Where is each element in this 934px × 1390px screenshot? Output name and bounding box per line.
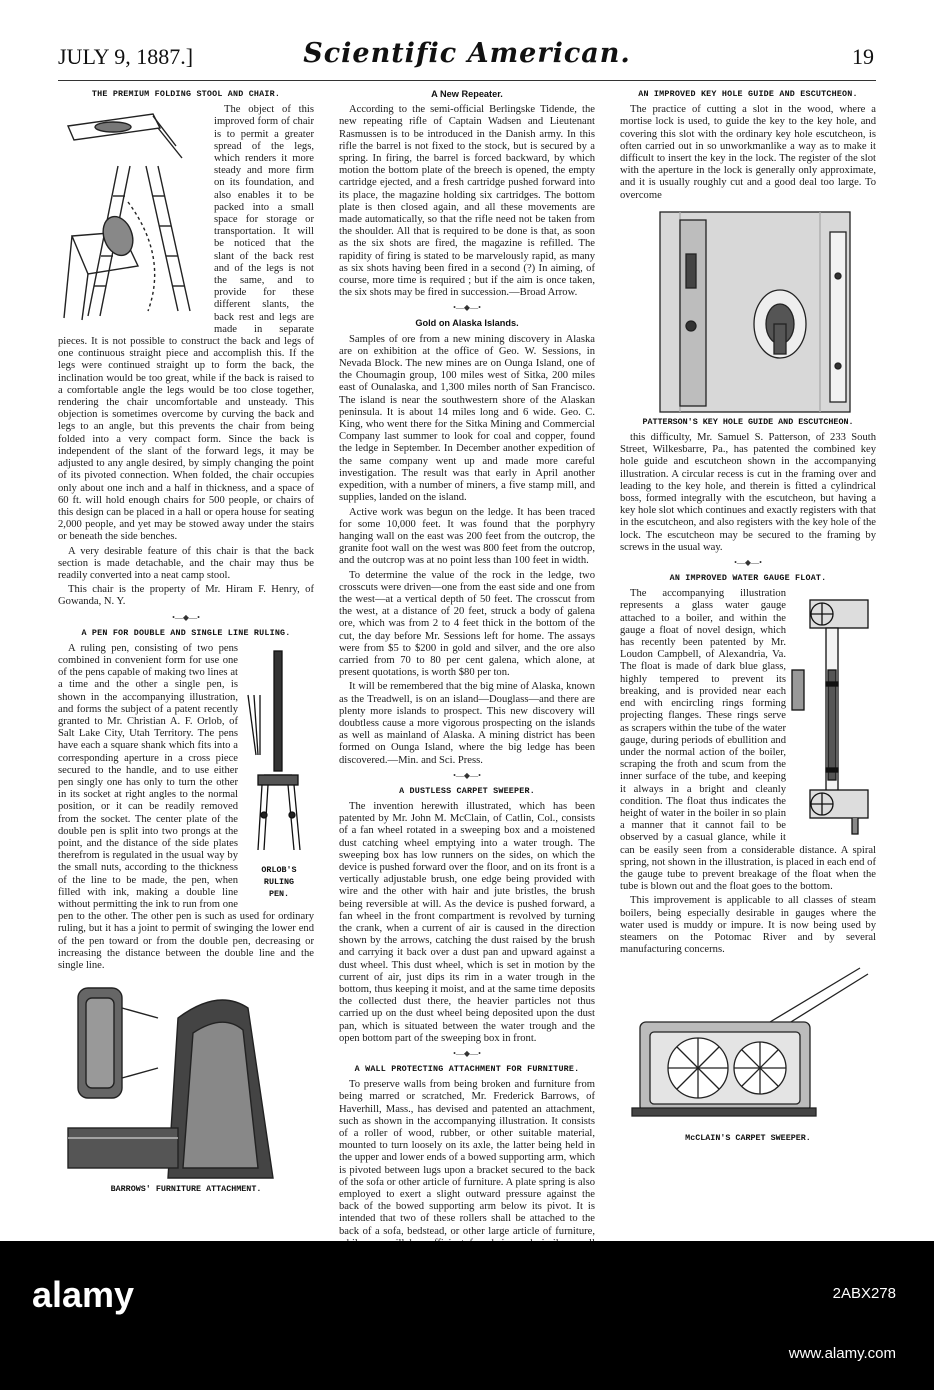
stool-title: THE PREMIUM FOLDING STOOL AND CHAIR. [91,89,281,99]
wall-paragraph-1: To preserve walls from being broken and furniture from being marred or scratched, Mr. Frederick Barrows, of Haverhill, Mass., has devised and patented an attachment, such as shown in the accompanying illustration. It consists of a roller of wood, rubber, or other suitable material, mounted to turn loosely on its axle, the latter being held in the upper and lower ends of a bowed supporting arm, which is pivoted between lugs upon a bracket secured to the back of the sofa or other article of furniture. A plate spring is also employed to exert a slight outward pressure against the back of the bowed supporting arm below its pivot. It is intended that two of these rollers shall be attached to the back of a sofa, bedstead, or other large article of furniture, [339,1079,595,1237]
page-number: 19 [852,44,874,69]
gold-paragraph-2: Active work was begun on the ledge. It has been traced for some 10,000 feet. It was found that the porphyry hanging wall on the east was 200 feet from the outcrop, the granite foot wall on the west was 800 feet from the outcrop, and the outcrop was at no point less than 100 feet in width. [339,506,595,567]
issue-date: JULY 9, 1887.] [58,44,194,69]
header-rule [58,80,876,81]
separator: •—◆—• [453,1049,481,1059]
key-paragraph-2: this difficulty, Mr. Samuel S. Patterson, of 233 South Street, Wilkesbarre, Pa., has patented the combined key hole guide and escutcheon shown in the accompanying illustration. A circular recess is cut in the framing over and leading to the key hole, and therein is fitted a cylindrical boss, formed integrally with the escutcheon, but having a key hole slot which continues and exactly registers with that in the escutcheon, and also registers with the key hole of the lock. The escutcheon may be secured to the framing by screws in the usual way. [620,432,876,553]
pen-paragraph-1: A ruling pen, consisting of two pens combined in convenient form for use one of the pens capable of making two lines at a time and the other a single pen, is shown in the accompanying illustration, and forms the subject of a patent recently granted to Mr. Christian A. F. Orlob, of Salt Lake City, Utah Territory. The pens have each a square shank which fits into a corresponding aperture in a cross piece secured to the handle, and to use either pen singly one has only to turn the other in its socket at right angles to the normal position, or it can be readily removed from the socket. The center plate of the double pen is split into two prongs at the point, and the distance of the side plates therefrom is regulated in the usual way by the small nuts, according to the thickness of the line to be made, the pen, when filled with ink, making a double line without permitting the ink to run from one pen to the other. The other pen is such as used for ordinary ruling, but it has a joint to permit of swinging the lower end of the pen toward or from the double pen, decreasing or increasing the distance between the double line and the single line. [58,642,314,972]
float-paragraph-1: The accompanying illustration represents a glass water gauge attached to a boiler, and within the gauge a float of novel design, which has recently been patented by Mr. Loudon Campbell, of Alexandria, Va. The float is made of dark blue glass, highly tempered to prevent its breaking, and is provided near each end with encircling rings forming projecting flanges. These rings serve as scrapers within the tube of the water gauge, during periods of ebullition and under the normal action of the boiler, scraping the froth and scum from the inner surface of the tube, and keeping it always in a bright and cleanly condition. The float thus indicates the height of water in the boiler in so plain a manner that it cannot fail to be observed by a casual glance, while it can be easily seen from a considerable distance. A spiral spring, not shown in the illustration, is placed in each end of the gauge tube to prevent breakage of the float when the tube is blown out and the float goes to the bottom. [620,588,876,893]
pen-caption-line-1: ORLOB'S RULING [261,864,297,888]
key-caption: PATTERSON'S KEY HOLE GUIDE AND ESCUTCHEON. [642,416,854,427]
gold-paragraph-4: It will be remembered that the big mine of Alaska, known as the Treadwell, is on an island—Douglass—and there are plenty more islands to prospect. This new discovery will doubtless cause a more vigorous prospecting on the islands as well as mainland of Alaska. A mining district has been formed on Ounga Island, where the big ledge has been discovered.—Min. and Sci. Press. [339,681,595,766]
repeater-title: A New Repeater. [431,89,503,99]
float-title: AN IMPROVED WATER GAUGE FLOAT. [669,573,827,584]
barrows-attachment-illustration [58,978,314,1183]
ruling-pen-figure [244,645,314,901]
sweeper-title: A DUSTLESS CARPET SWEEPER. [399,785,535,796]
separator: •—◆—• [453,770,481,780]
column-3 [620,86,876,1145]
water-gauge-float-illustration [792,590,876,840]
repeater-paragraph-1: According to the semi-official Berlingske Tidende, the new repeating rifle of Captain Wadsen and Lieutenant Rasmussen is to be introduced in the Danish army. In this rifle the barrel is not fixed to the stock, but is secured by a spring. In firing, the barrel is forced backward, by which motion the bottom plate of the breech is opened, the empty cartridge ejected, and a fresh cartridge pushed forward into its place, the magazine holding six cartridges. The bottom plate is then closed again, and all these movements are made automatically, so that the rifle need not be taken from the shoulder. All that is required to be done is that, as soon as the six shots are fired, the magazine is refilled. The rapidity of firing is stated to be marvelously rapid, as many as six shots having been fired in a second (?) In aiming, of course, more time is required ; but if the aim is once taken, the six shots may be fired in succession.—Broad Arrow. [339,104,595,299]
column-1 [58,86,314,1195]
sweeper-paragraph-1: The invention herewith illustrated, which has been patented by Mr. John M. McClain, of Catlin, Col., consists of a fan wheel rotated in a sweeping box and a moistened dust catching wheel emptying into a water trough. The sweeping box has low runners on the sides, on which the device is pushed forward over the floor, and on its front is a vertically adjustable brush, one edge being provided with wire and the other with hair and jute bristles, the brush being reversible at will. As the device is pushed forward, a fan wheel in the front compartment is revolved by turning the crank, when a current of air is caused in the direction shown by the arrows, catching the dust raised by the brush and carrying it back over a dust pan and upward against a dust wheel. This dust wheel, which is set in motion by the current of air, just dips its rim in a water trough in the bottom, thus keeping it moist, and at the same time deposits the collected dust there, the heavier particles not thus carried up on the dust wheel being deposited upon the dust pan, which is situated between the water trough and the open bottom part of the sweeping box in front. [339,800,595,1044]
pen-caption-line-2: PEN. [268,889,290,900]
float-paragraph-2: This improvement is applicable to all classes of steam boilers, being especially desirable in gauges where the water used is muddy or impure. It is now being used by steamers on the Potomac River and by several manufacturing concerns. [620,895,876,956]
stool-paragraph-1: The object of this improved form of chair is to permit a greater spread of the legs, which renders it more steady and more firm on its foundation, and also enables it to be packed into a small space for storage or transportation. It will be noticed that the slant of the back rest and of the legs is not the same, and to provide for these different slants, the back rest and legs are made in separate pieces. It is not possible to construct the back and legs of one continuous straight piece and accomplish this. If the legs were continued straight up to form the back, the inclination would be too great, while if the back is raised to a comfortable angle the legs would be too close together, rendering the chair uncomfortable and unsteady. This objection is sometimes overcome by curving the back and legs to an angle, but this prevents the chair from being folded into a very compact form. Since the back is independent of the slant of the forward legs, it may be adjusted to any angle desired, by simply changing the point of its pivoted connection. When folded, the chair occupies only about one inch and a half in thickness, and a space of 60 ft. will hold enough chairs for 500 people, or chairs of this design can be placed in a hall or opera house for seating 2,000 people, and yet may be stowed away under the stairs or beneath the side benches. [58,104,314,543]
column-2 [339,86,595,1264]
separator: •—◆—• [734,558,762,568]
site-url: www.alamy.com [788,1345,896,1362]
folding-chair-illustration [58,106,208,326]
gold-title: Gold on Alaska Islands. [415,318,519,329]
image-code: 2ABX278 [832,1285,896,1302]
barrows-caption: BARROWS' FURNITURE ATTACHMENT. [110,1184,262,1195]
wall-title: A WALL PROTECTING ATTACHMENT FOR FURNITURE. [354,1064,580,1075]
alamy-logo-text: alamy [32,1274,135,1315]
key-paragraph-1: The practice of cutting a slot in the wood, where a mortise lock is used, to guide the key to the key hole, and covering this slot with the ordinary key hole escutcheon, is often carried out in so unworkmanlike a way as to make it difficult to insert the key in the lock. The register of the slot with the aperture in the lock is generally only approximate, and it is usually roughly cut and a good deal too large. To overcome [620,104,876,201]
separator: •—◆—• [172,612,200,622]
separator: •—◆—• [453,303,481,313]
stool-paragraph-3: This chair is the property of Mr. Hiram F. Henry, of Gowanda, N. Y. [58,584,314,608]
carpet-sweeper-illustration [620,962,876,1132]
keyhole-escutcheon-illustration [620,206,876,416]
stool-paragraph-2: A very desirable feature of this chair is that the back section is made detachable, and the chair may thus be readily converted into a neat camp stool. [58,545,314,581]
masthead: Scientific American. [303,38,631,69]
pen-title: A PEN FOR DOUBLE AND SINGLE LINE RULING. [81,627,291,638]
ruling-pen-illustration [244,645,314,860]
alamy-logo [32,1275,182,1315]
gold-paragraph-3: To determine the value of the rock in the ledge, two crosscuts were driven—one from the east side and one from the west—at a vertical depth of 50 feet. The crosscut from the west, at a distance of 20 feet, struck a body of galena ore, which was from 2 to 4 feet thick in the bottom of the cut, the day before Mr. Sessions left for home. The assays were from $5 to $200 in gold and silver, and the ore also carried from 70 to 80 per cent galena, which alone, at present quotations, is worth $80 per ton. [339,569,595,679]
gold-paragraph-1: Samples of ore from a new mining discovery in Alaska are on exhibition at the office of Geo. W. Sessions, in Nevada Block. The new mines are on Ounga Island, one of the Choumagin group, 100 miles west of Sitka, 200 miles east of Ounalaska, and 1,300 miles north of San Francisco. The island is near the southwestern shore of the Alaskan peninsula. It is about 14 miles long and 6 wide. Geo. C. King, who went there for the Sitka Mining and Commercial Company last summer to look for coal and copper, found the ledge in September. In December another expedition of the same company went up and made more careful investigation. The result was that early in April another expedition, with a number of miners, a five stamp mill, and supplies, landed on the island. [339,333,595,504]
stock-watermark-bar [0,1241,934,1390]
key-title: AN IMPROVED KEY HOLE GUIDE AND ESCUTCHEON. [638,89,858,99]
mcclain-caption: McCLAIN'S CARPET SWEEPER. [685,1133,811,1144]
